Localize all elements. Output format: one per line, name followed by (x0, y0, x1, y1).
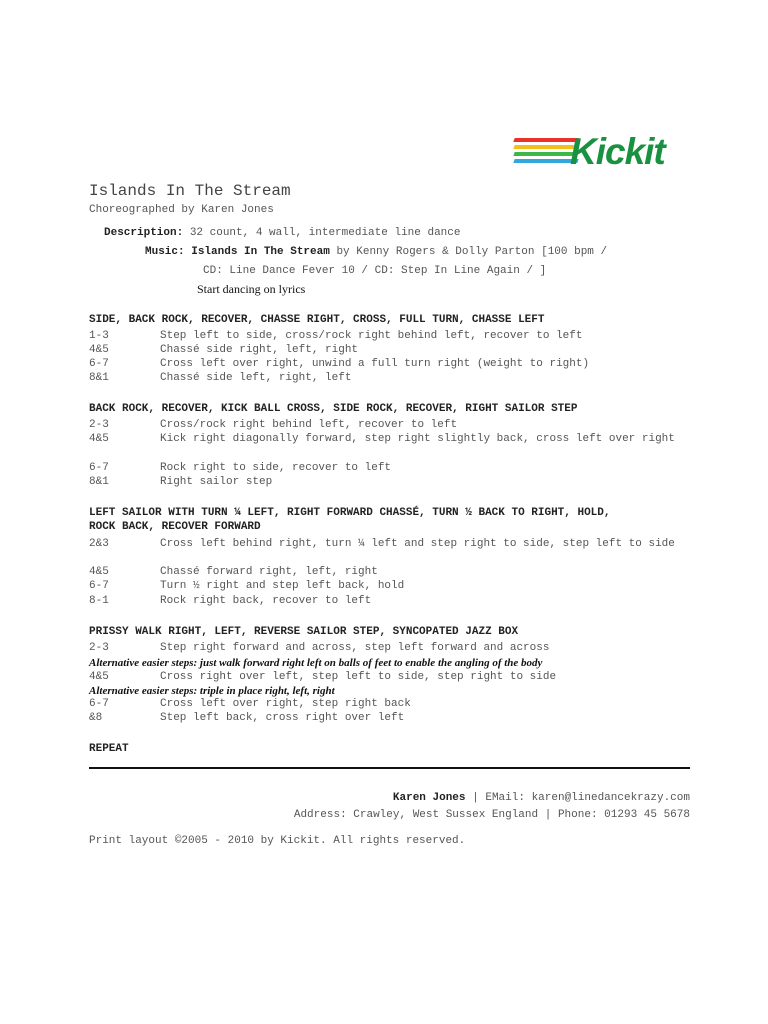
step-text: Chassé side right, left, right (160, 344, 359, 356)
phone-value: 01293 45 5678 (604, 809, 690, 821)
step-count: 2-3 (89, 419, 109, 431)
step-text: Chassé side left, right, left (160, 372, 352, 384)
choreographer-line: Choreographed by Karen Jones (89, 204, 274, 216)
step-text: Step right forward and across, step left forward and across (160, 642, 550, 654)
music-title: Islands In The Stream (191, 246, 330, 258)
logo-stripe-green (513, 152, 578, 156)
music-artist: by Kenny Rogers & Dolly Parton [100 bpm / (336, 246, 608, 258)
step-count: 8-1 (89, 595, 109, 607)
step-text: Chassé forward right, left, right (160, 566, 378, 578)
step-count: 2-3 (89, 642, 109, 654)
separator: | (472, 792, 479, 804)
logo-text: Kickit (570, 131, 665, 172)
address-label: Address: (293, 809, 347, 821)
copyright-notice: Print layout ©2005 - 2010 by Kickit. All rights reserved. (89, 835, 466, 847)
step-count: 4&5 (89, 671, 109, 683)
section-title: BACK ROCK, RECOVER, KICK BALL CROSS, SIDE ROCK, RECOVER, RIGHT SAILOR STEP (89, 403, 578, 415)
music-cd: CD: Line Dance Fever 10 / CD: Step In Line Again / ] (203, 265, 547, 277)
phone-label: Phone: (557, 809, 598, 821)
step-text: Kick right diagonally forward, step right slightly back, cross left over right (160, 433, 675, 445)
step-count: 6-7 (89, 698, 109, 710)
alternative-note: Alternative easier steps: triple in place right, left, right (89, 685, 335, 697)
logo-stripe-red (513, 138, 578, 142)
dance-title: Islands In The Stream (89, 182, 291, 200)
alternative-note: Alternative easier steps: just walk forward right left on balls of feet to enable the angling of the body (89, 657, 543, 669)
start-note: Start dancing on lyrics (197, 282, 306, 296)
step-count: 8&1 (89, 476, 109, 488)
step-text: Cross left behind right, turn ¼ left and step right to side, step left to side (160, 538, 675, 550)
step-text: Cross right over left, step left to side, step right to side (160, 671, 557, 683)
step-count: 1-3 (89, 330, 109, 342)
step-count: 6-7 (89, 462, 109, 474)
section-title: LEFT SAILOR WITH TURN ¼ LEFT, RIGHT FORWARD CHASSÉ, TURN ½ BACK TO RIGHT, HOLD, (89, 507, 611, 519)
step-text: Rock right back, recover to left (160, 595, 372, 607)
email-label: EMail: (485, 792, 525, 804)
email-address[interactable]: karen@linedancekrazy.com (531, 792, 690, 804)
step-count: &8 (89, 712, 103, 724)
music-label: Music: (145, 246, 185, 258)
step-text: Turn ½ right and step left back, hold (160, 580, 405, 592)
section-title-continued: ROCK BACK, RECOVER FORWARD (89, 521, 261, 533)
logo-stripe-blue (513, 159, 578, 163)
address-line (294, 809, 690, 821)
music-row (145, 246, 607, 258)
description-value: 32 count, 4 wall, intermediate line dance (189, 227, 461, 239)
step-text: Cross left over right, unwind a full turn right (weight to right) (160, 358, 590, 370)
step-count: 4&5 (89, 433, 109, 445)
step-count: 2&3 (89, 538, 109, 550)
footer-divider (89, 767, 690, 769)
step-count: 6-7 (89, 580, 109, 592)
step-count: 4&5 (89, 344, 109, 356)
contact-name: Karen Jones (392, 792, 466, 804)
step-count: 6-7 (89, 358, 109, 370)
contact-line (393, 792, 690, 804)
step-count: 4&5 (89, 566, 109, 578)
step-text: Rock right to side, recover to left (160, 462, 392, 474)
address-value: Crawley, West Sussex England (353, 809, 539, 821)
step-text: Cross left over right, step right back (160, 698, 411, 710)
step-text: Step left to side, cross/rock right behind left, recover to left (160, 330, 583, 342)
description-label: Description: (104, 227, 184, 239)
separator: | (544, 809, 552, 821)
section-title: PRISSY WALK RIGHT, LEFT, REVERSE SAILOR STEP, SYNCOPATED JAZZ BOX (89, 626, 519, 638)
description-row (104, 227, 460, 239)
step-text: Step left back, cross right over left (160, 712, 405, 724)
section-title: SIDE, BACK ROCK, RECOVER, CHASSE RIGHT, CROSS, FULL TURN, CHASSE LEFT (89, 314, 545, 326)
step-text: Right sailor step (160, 476, 273, 488)
logo-stripe-yellow (513, 145, 578, 149)
repeat-label: REPEAT (89, 743, 129, 755)
kickit-logo (514, 132, 690, 174)
step-count: 8&1 (89, 372, 109, 384)
step-text: Cross/rock right behind left, recover to left (160, 419, 458, 431)
